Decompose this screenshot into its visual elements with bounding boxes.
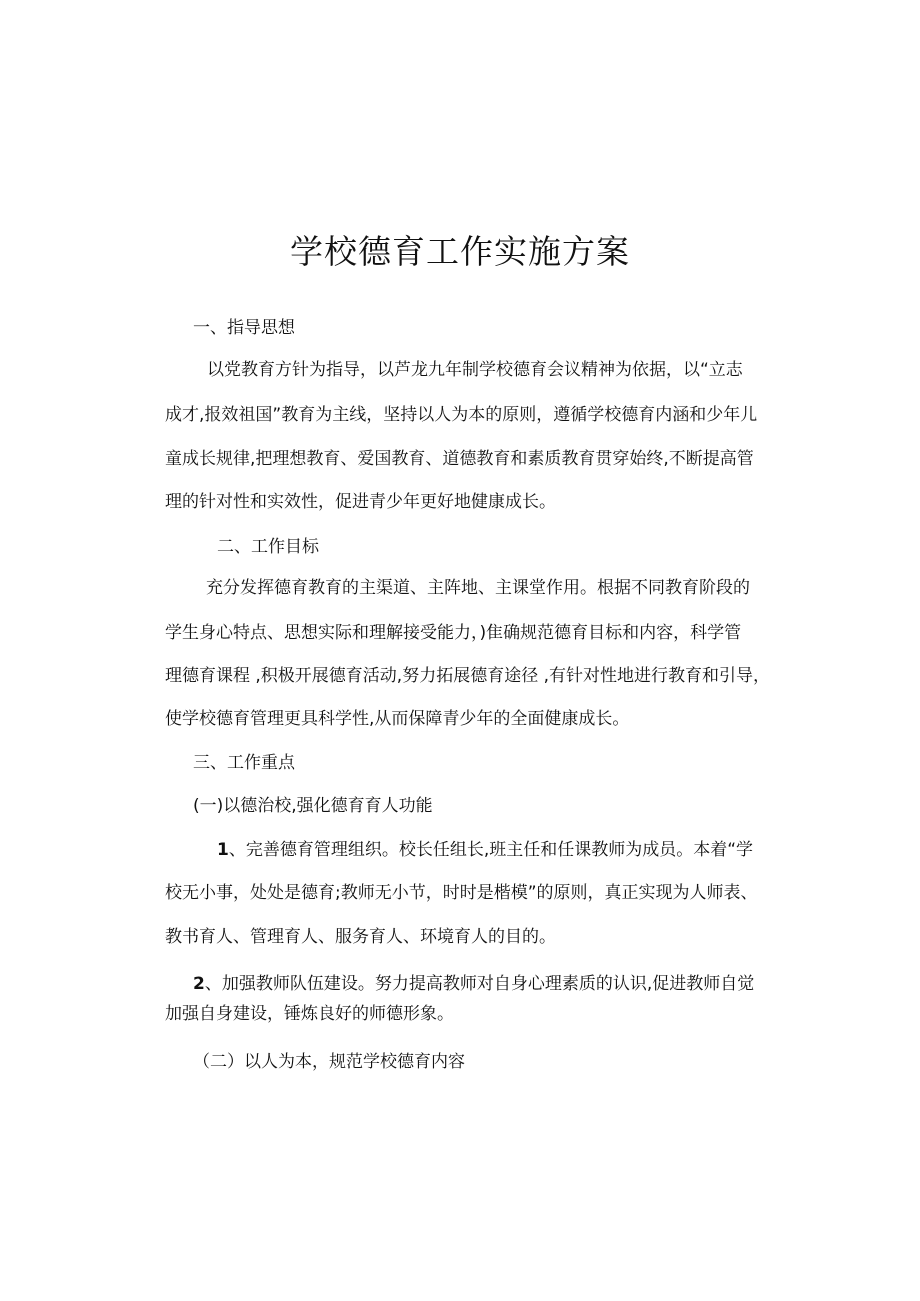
paragraph-line: 加强自身建设，锤炼良好的师德形象。 bbox=[165, 1004, 454, 1024]
list-item-1-line bbox=[217, 838, 753, 862]
list-item-number: 2 bbox=[193, 974, 205, 994]
subsection-heading-moral-governance: (一)以德治校,强化德育育人功能 bbox=[193, 796, 433, 816]
paragraph-line: 教书育人、管理育人、服务育人、环境育人的目的。 bbox=[165, 927, 556, 947]
list-item-2-line bbox=[193, 972, 754, 996]
list-item-number: 1 bbox=[217, 840, 229, 860]
paragraph-line: 学生身心特点、思想实际和理解接受能力，)隹确规范德育目标和内容，科学管 bbox=[165, 623, 742, 643]
paragraph-line: 以党教育方针为指导，以芦龙九年制学校德育会议精神为依据，以“立志 bbox=[207, 360, 743, 380]
list-item-text: 、加强教师队伍建设。努力提高教师对自身心理素质的认识,促进教师自觉 bbox=[204, 974, 755, 994]
list-item-text: 、完善德育管理组织。校长任组长,班主任和任课教师为成员。本着“学 bbox=[228, 840, 754, 860]
paragraph-line: 理的针对性和实效性，促进青少年更好地健康成长。 bbox=[165, 492, 556, 512]
paragraph-line: 童成长规律,把理想教育、爱国教育、道德教育和素质教育贯穿始终,不断提高管 bbox=[165, 449, 754, 469]
paragraph-line: 校无小事，处处是德育;教师无小节，时时是楷模”的原则，真正实现为人师表、 bbox=[165, 883, 758, 903]
paragraph-line: 充分发挥德育教育的主渠道、主阵地、主课堂作用。根据不同教育阶段的 bbox=[206, 578, 750, 598]
section-heading-work-focus: 三、工作重点 bbox=[193, 753, 295, 773]
section-heading-work-goals: 二、工作目标 bbox=[217, 537, 319, 557]
paragraph-line: 成才,报效祖国”教育为主线，坚持以人为本的原则，遵循学校德育内涵和少年儿 bbox=[165, 405, 758, 425]
document-title: 学校德育工作实施方案 bbox=[290, 232, 630, 271]
section-heading-guiding-thought: 一、指导思想 bbox=[193, 318, 295, 338]
paragraph-line: 理德育课程 ,积极开展德育活动,努力拓展德育途径 ,有针对性地进行教育和引导， bbox=[165, 666, 771, 686]
subsection-heading-people-oriented: （二）以人为本，规范学校德育内容 bbox=[193, 1052, 465, 1072]
paragraph-line: 使学校德育管理更具科学性,从而保障青少年的全面健康成长。 bbox=[165, 709, 630, 729]
